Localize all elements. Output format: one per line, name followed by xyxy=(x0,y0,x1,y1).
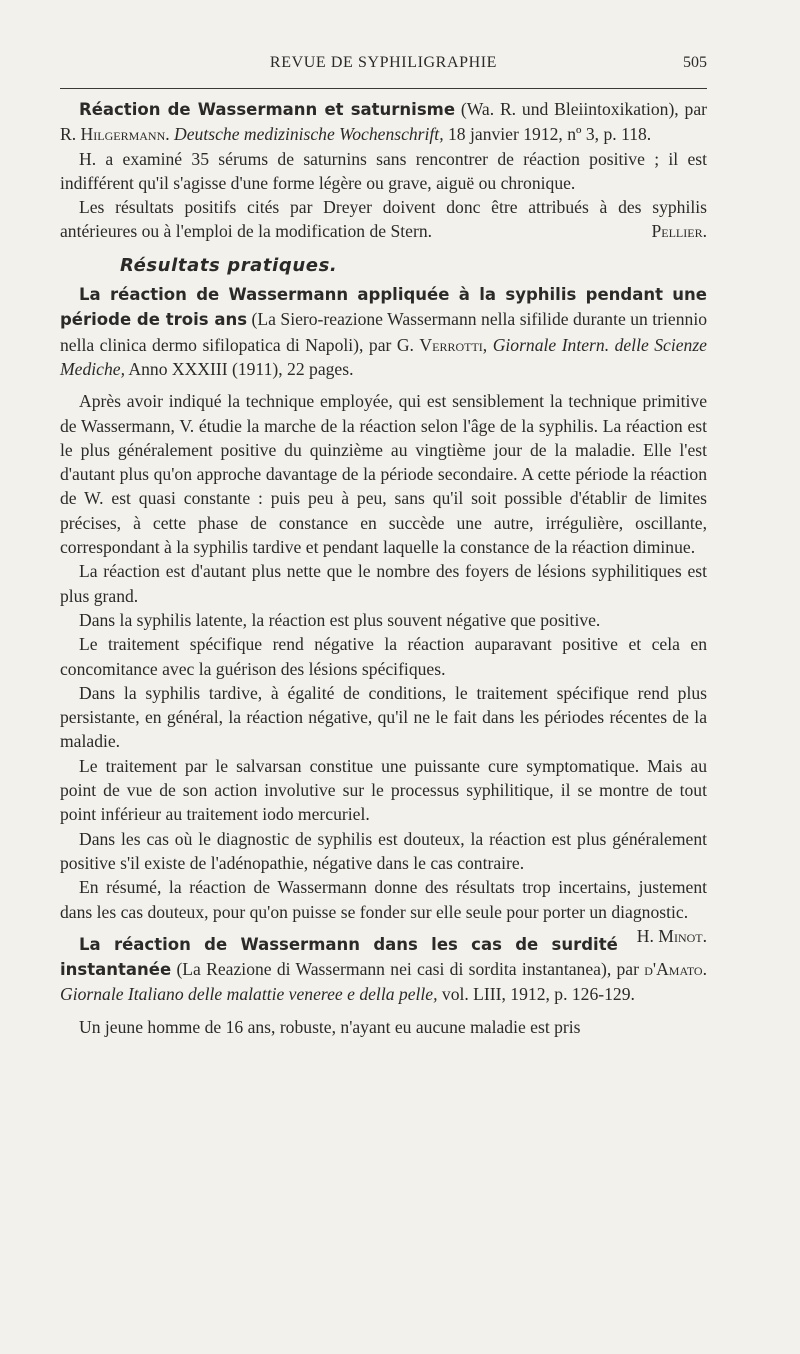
article-1-author: Hilgermann xyxy=(80,124,166,145)
article-3-ref-3: vol. LIII, 1912, p. 126-129. xyxy=(437,984,635,1005)
article-2-journal: Giornale Intern. delle Scienze Mediche, xyxy=(60,334,707,379)
header-rule xyxy=(60,88,707,89)
page-number: 505 xyxy=(683,54,707,71)
article-2-paragraph: Après avoir indiqué la technique employée, qui est sensiblement la technique primitive de Wassermann, V. étudie la marche de la réaction selon l'âge de la syphilis. La réaction est le plus généralement positive du quinzième au vingtième jour de la maladie. Elle l'est d'autant plus qu'on approche davantage de la période secondaire. A cette période la réaction de W. est quasi constante : puis peu à peu, sans qu'il soit possible d'établir de limites précises, à cette phase de constance en succède une autre, irrégulière, oscillante, correspondant à la syphilis tardive et pendant laquelle la constance de la réaction diminue. xyxy=(60,391,707,558)
article-3-paragraph: Un jeune homme de 16 ans, robuste, n'ayant eu aucune maladie est pris xyxy=(79,1016,581,1037)
article-2-paragraph-text: En résumé, la réaction de Wassermann donne des résultats trop incertains, justement dans les cas douteux, pour qu'on puisse se fonder sur elle seule pour porter un diagnostic. xyxy=(60,877,707,922)
article-1-title: Réaction de Wassermann et saturnisme xyxy=(79,100,456,119)
article-2-paragraph: Dans la syphilis tardive, à égalité de conditions, le traitement spécifique rend plus persistante, en général, la réaction négative, qu'il ne le fait dans les périodes récentes de la maladie. xyxy=(60,682,707,752)
section-heading: Résultats pratiques. xyxy=(120,254,338,276)
article-1-paragraph: H. a examiné 35 sérums de saturnins sans rencontrer de réaction positive ; il est indifférent qu'il s'agisse d'une forme légère ou grave, aiguë ou chronique. xyxy=(60,148,707,193)
article-3-journal: Giornale Italiano delle malattie veneree e della pelle, xyxy=(60,984,438,1005)
running-header xyxy=(60,54,707,82)
article-2-paragraph: Le traitement spécifique rend négative la réaction auparavant positive et cela en concomitance avec la guérison des lésions spécifiques. xyxy=(60,634,707,679)
article-2-title: La réaction de Wassermann appliquée à la syphilis pendant une période de trois ans xyxy=(60,285,707,330)
article-1-ref-3: 18 janvier 1912, nº 3, p. 118. xyxy=(443,124,652,145)
article-1-ref-1: (Wa. R. und Bleiintoxikation), par R. xyxy=(60,99,707,145)
article-2-paragraph xyxy=(60,875,707,946)
article-2-heading xyxy=(60,282,707,381)
article-1-ref-2: . xyxy=(165,124,175,145)
article-2-paragraph: Le traitement par le salvarsan constitue une puissante cure symptomatique. Mais au point de vue de son action involutive sur le processus syphilitique, il se montre de tout point inférieur au traitement iodo mercuriel. xyxy=(60,755,707,825)
article-2-ref-2: , xyxy=(482,334,493,355)
page-body xyxy=(60,97,707,1039)
article-3-title: La réaction de Wassermann dans les cas de surdité instantanée xyxy=(60,934,618,980)
article-1-paragraph xyxy=(60,195,707,244)
article-3-ref-2: . xyxy=(702,959,707,980)
article-1-signature: Pellier. xyxy=(651,221,707,242)
journal-title: REVUE DE SYPHILIGRAPHIE xyxy=(269,54,498,71)
article-1-paragraph-text: Les résultats positifs cités par Dreyer doivent donc être attribués à des syphilis antérieures ou à l'emploi de la modification de Stern. xyxy=(60,197,707,242)
article-2-author: Verrotti xyxy=(419,334,483,355)
article-2-paragraph: Dans la syphilis latente, la réaction est plus souvent négative que positive. xyxy=(79,609,601,630)
article-2-paragraph: La réaction est d'autant plus nette que le nombre des foyers de lésions syphilitiques est plus grand. xyxy=(60,561,707,606)
article-1-journal: Deutsche medizinische Wochenschrift, xyxy=(174,124,444,145)
article-3-author: d'Amato xyxy=(644,959,703,980)
article-3-heading xyxy=(60,932,707,1007)
article-2-ref-3: Anno XXXIII (1911), 22 pages. xyxy=(124,358,354,379)
article-3-ref-1: (La Reazione di Wassermann nei casi di sordita instantanea), par xyxy=(171,959,645,980)
article-2-paragraph: Dans les cas où le diagnostic de syphilis est douteux, la réaction est plus généralement positive s'il existe de l'adénopathie, négative dans le cas contraire. xyxy=(60,828,707,873)
article-2-signature: H. Minot. xyxy=(636,925,707,946)
article-2-ref-1: (La Siero-reazione Wassermann nella sifilide durante un triennio nella clinica dermo sifilopatica di Napoli), par G. xyxy=(60,309,707,355)
article-1-heading xyxy=(60,97,707,147)
